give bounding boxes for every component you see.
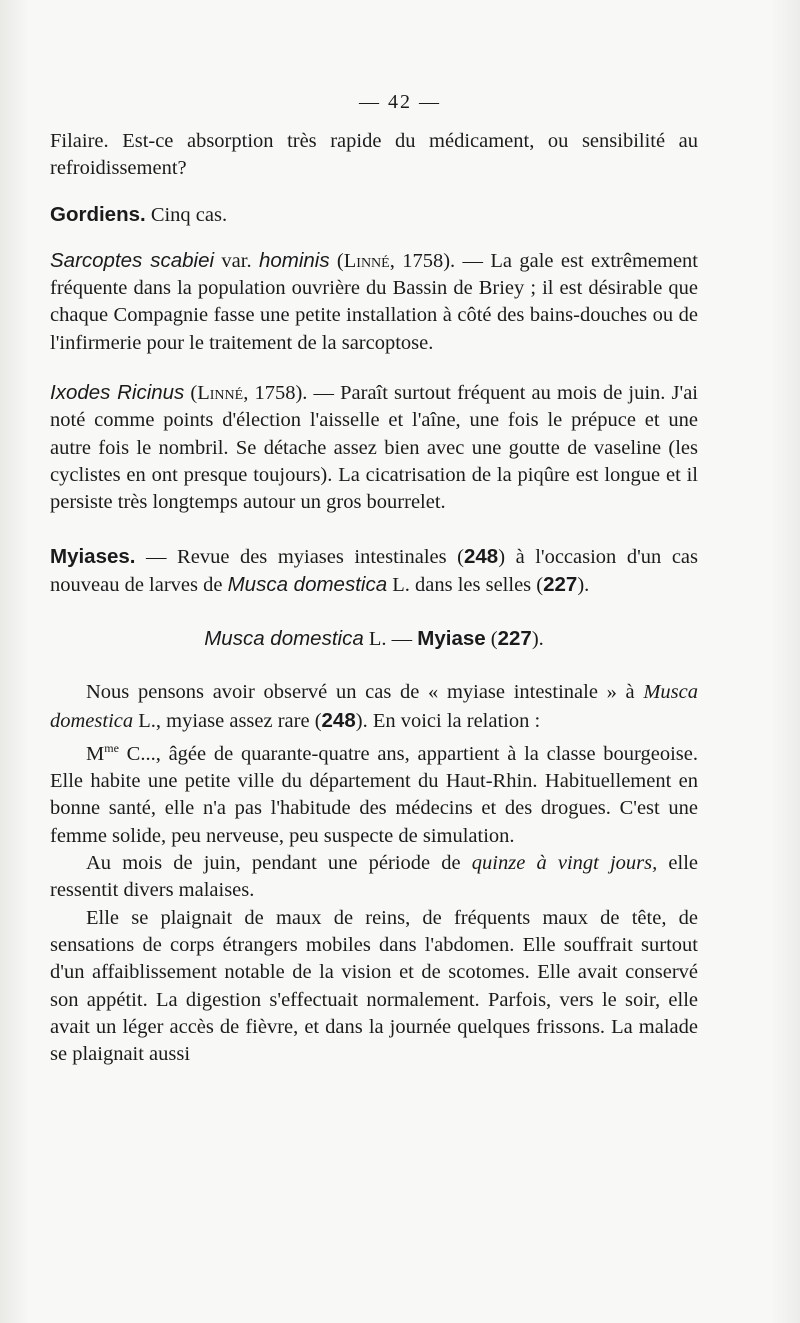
myiases-text-1: — Revue des myiases intestinales ( — [135, 545, 464, 568]
gordiens-text: Cinq cas. — [145, 203, 228, 226]
mme-text: C..., âgée de quarante-quatre ans, appartient à la classe bourgeoise. Elle habite une petite ville du département du Haut-Rhin. Habituellement en bonne santé, elle n'a pas l'habitude des médecins et des drogues. C'est une femme solide, peu nerveuse, peu suspecte de simulation. — [50, 742, 698, 847]
gordiens-heading: Gordiens. — [50, 202, 146, 226]
nous-musca: Musca domestica — [50, 681, 698, 732]
sarcoptes-author: Linné — [343, 249, 390, 272]
myiases-text-4: ). — [577, 573, 590, 596]
ref-227: 227 — [543, 572, 578, 596]
myiases-text-3: L. dans les selles ( — [387, 573, 544, 596]
paragraph-ixodes — [50, 379, 698, 516]
body-text — [50, 128, 698, 1068]
mme-sup: me — [104, 741, 119, 756]
nous-text-1: Nous pensons avoir observé un cas de « myiase intestinale » à — [86, 681, 644, 704]
sarcoptes-name: Sarcoptes scabiei — [50, 248, 215, 272]
heading-myiase: Myiase — [417, 627, 486, 651]
paragraph-sarcoptes — [50, 247, 698, 357]
heading-close: ). — [531, 628, 544, 651]
ixodes-text: , 1758). — Paraît surtout fréquent au mois de juin. J'ai noté comme points d'élection l'aisselle et l'aîne, une fois le prépuce et une autre fois le nombril. Se détache assez bien avec une goutte de vaseline (les cyclistes en ont presque toujours). La cicatrisation de la piqûre est longue et il persiste très longtemps autour un gros bourrelet. — [50, 382, 698, 514]
sarcoptes-open: ( — [329, 249, 344, 272]
juin-text-1: Au mois de juin, pendant une période de — [86, 852, 472, 875]
paragraph-nous — [50, 679, 698, 735]
paragraph-myiases — [50, 543, 698, 600]
sarcoptes-var: var. — [214, 249, 259, 272]
paragraph-elle: Elle se plaignait de maux de reins, de fréquents maux de tête, de sensations de corps étrangers mobiles dans l'abdomen. Elle souffrait surtout d'un affaiblissement notable de la vision et de scotomes. Elle avait conservé son appétit. La digestion s'effectuait normalement. Parfois, vers le soir, elle avait un léger accès de fièvre, et dans la journée quelques frissons. La malade se plaignait aussi — [50, 906, 698, 1066]
ref-248: 248 — [463, 544, 499, 568]
musca-domestica: Musca domestica — [227, 572, 388, 596]
juin-quinze: quinze à vingt jours, — [471, 852, 658, 875]
paragraph-gordiens — [50, 201, 698, 229]
sarcoptes-hominis: hominis — [258, 248, 330, 272]
heading-ref: 227 — [497, 627, 532, 651]
juin-text-2: elle ressentit divers malaises. — [50, 852, 699, 902]
ixodes-name: Ixodes Ricinus — [50, 381, 185, 405]
section-heading — [50, 625, 698, 653]
nous-ref: 248 — [321, 708, 356, 732]
heading-musca: Musca domestica — [204, 627, 364, 651]
nous-text-2: L., myiase assez rare ( — [133, 709, 322, 732]
paragraph-juin — [50, 850, 698, 905]
mme-m: M — [86, 742, 105, 765]
ixodes-author: Linné — [197, 382, 244, 405]
myiases-heading: Myiases. — [50, 544, 136, 568]
paragraph-mme — [50, 735, 698, 850]
paragraph-filaire: Filaire. Est-ce absorption très rapide du médicament, ou sensibilité au refroidissement? — [50, 130, 698, 180]
heading-l: L. — — [363, 628, 418, 651]
heading-open: ( — [485, 628, 498, 651]
sarcoptes-text: , 1758). — La gale est extrêmement fréquente dans la population ouvrière du Bassin de Briey ; il est désirable que chaque Compagnie fasse une petite installation à côté des bains-douches ou de l'infirmerie pour le traitement de la sarcoptose. — [50, 249, 698, 354]
myiases-text-2: ) à l'occasion d'un cas nouveau de larves de — [50, 545, 698, 596]
page-number: — 42 — — [359, 91, 441, 113]
nous-text-3: ). En voici la relation : — [355, 709, 541, 732]
ixodes-open: ( — [184, 382, 198, 405]
